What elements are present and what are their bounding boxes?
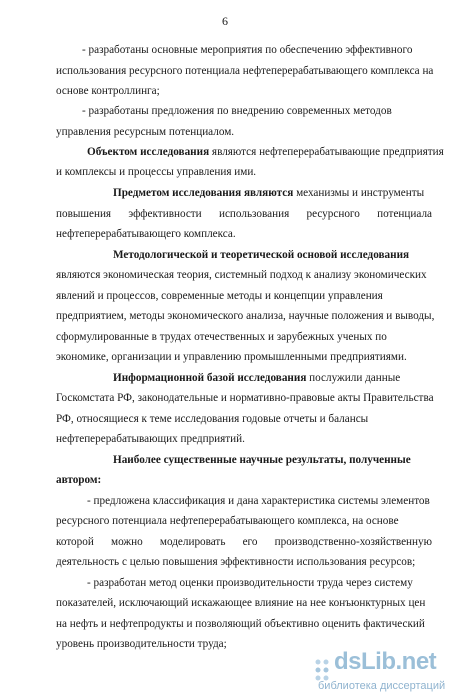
text-line: РФ, относящиеся к теме исследования годовые отчеты и балансы [56, 413, 369, 425]
word: эффективности [128, 208, 202, 220]
text-line: нефтеперерабатывающих предприятий. [56, 433, 245, 445]
text-line: показателей, исключающий искажающее влияние на нее конъюнктурных цен [56, 597, 426, 609]
text-line: управления ресурсным потенциалом. [56, 126, 235, 138]
dslib-logo[interactable] [312, 650, 448, 694]
bold-term: Предметом исследования являются [113, 187, 294, 199]
text-span: являются нефтеперерабатывающие предприятия [211, 146, 444, 158]
word: производственно-хозяйственную [274, 536, 432, 548]
bold-term: Методологической и теоретической основой исследования [113, 249, 410, 261]
text-line: явлений и процессов, современные методы и концепции управления [56, 290, 383, 302]
word: можно [110, 536, 143, 548]
word: повышения [56, 208, 112, 220]
text-line-justified [56, 207, 432, 221]
text-line: Госкомстата РФ, законодательные и нормативно-правовые акты Правительства [56, 392, 434, 404]
text-line: на нефть и нефтепродукты и позволяющий объективно оценить фактический [56, 618, 425, 630]
text-span: механизмы и инструменты [296, 187, 425, 199]
page-number: 6 [222, 14, 228, 28]
text-line: ресурсного потенциала нефтеперерабатывающего комплекса, на основе [56, 515, 399, 527]
text-line: - разработаны предложения по внедрению современных методов [82, 105, 392, 117]
text-line: предприятием, методы экономического анализа, научные положения и выводы, [56, 310, 435, 322]
text-line [113, 186, 424, 200]
word: его [242, 536, 258, 548]
word: использования [218, 208, 290, 220]
bold-term: полученные [349, 454, 411, 466]
logo-subtitle: библиотека диссертаций [318, 680, 446, 692]
word: потенциала [377, 208, 432, 220]
word: которой [56, 536, 94, 548]
text-line: деятельность с целью повышения эффективности использования ресурсов; [56, 556, 416, 568]
text-line [113, 453, 411, 467]
text-line [113, 248, 409, 262]
text-line [56, 473, 101, 487]
bold-term: Объектом исследования [87, 146, 210, 158]
text-line: нефтеперерабатывающего комплекса. [56, 228, 236, 240]
text-line: экономике, организации и управлению промышленными предприятиями. [56, 351, 407, 363]
bold-term: Наиболее существенные научные результаты, [113, 454, 347, 466]
word: ресурсного [306, 208, 360, 220]
text-line: - предложена классификация и дана характеристика системы элементов [87, 495, 430, 507]
logo-name: dsLib.net [334, 648, 437, 675]
text-line: являются экономическая теория, системный подход к анализу экономических [56, 269, 427, 281]
text-line: использования ресурсного потенциала нефтеперерабатывающего комплекса на [56, 65, 434, 77]
bold-term: Информационной базой исследования [113, 372, 307, 384]
text-line: основе контроллинга; [56, 85, 160, 97]
text-line: и комплексы и процессы управления ими. [56, 166, 257, 178]
text-line: уровень производительности труда; [56, 638, 227, 650]
text-line [113, 371, 400, 385]
text-line [87, 145, 444, 159]
bold-term: автором: [56, 474, 102, 486]
text-line: - разработан метод оценки производительности труда через систему [87, 577, 413, 589]
text-line-justified [56, 535, 432, 549]
text-span: послужили данные [309, 372, 401, 384]
text-line: - разработаны основные мероприятия по обеспечению эффективного [82, 44, 413, 56]
word: моделировать [159, 536, 226, 548]
text-line: сформулированные в трудах отечественных и зарубежных ученых по [56, 331, 387, 343]
